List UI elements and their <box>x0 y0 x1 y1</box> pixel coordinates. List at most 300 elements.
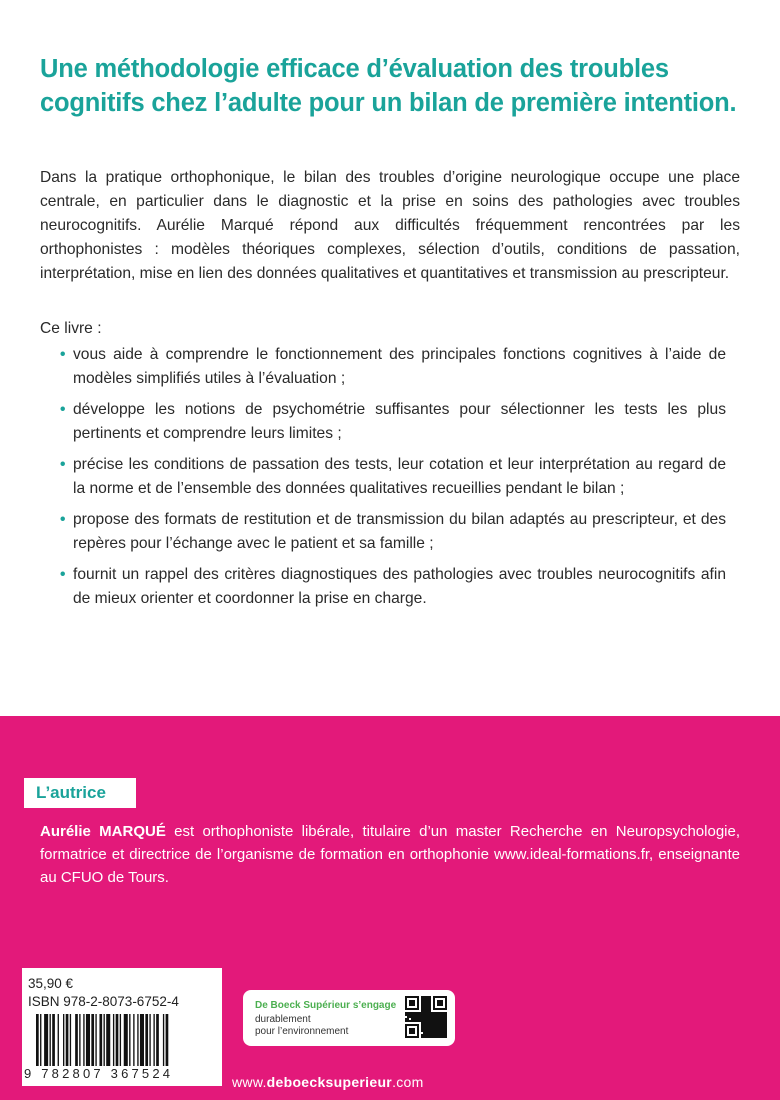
qr-module <box>411 1014 413 1016</box>
barcode-bar <box>113 1014 114 1066</box>
qr-module <box>415 1012 417 1014</box>
qr-module <box>411 1016 413 1018</box>
qr-module <box>441 1020 443 1022</box>
list-item: • propose des formats de restitution et de transmission du bilan adaptés au prescripteur, et des repères pour l’échange avec le patient et sa famille ; <box>60 508 726 556</box>
qr-module <box>439 1014 441 1016</box>
barcode-bar <box>44 1014 48 1066</box>
qr-module <box>405 1012 407 1014</box>
qr-module <box>421 1036 423 1038</box>
qr-module <box>445 1016 447 1018</box>
barcode-bar <box>120 1014 121 1066</box>
qr-module <box>441 1034 443 1036</box>
qr-module <box>411 1020 413 1022</box>
qr-module <box>445 996 447 1010</box>
qr-module <box>427 1034 429 1036</box>
qr-module <box>429 1028 431 1030</box>
qr-module <box>413 1020 415 1022</box>
qr-module <box>439 1020 441 1022</box>
qr-module <box>425 1030 427 1032</box>
barcode-bar <box>52 1014 55 1066</box>
qr-module <box>445 1032 447 1034</box>
qr-module <box>423 1010 425 1012</box>
qr-module <box>429 1014 431 1016</box>
qr-module <box>421 998 423 1000</box>
qr-module <box>405 1024 419 1026</box>
qr-module <box>421 1018 423 1020</box>
qr-module <box>425 1028 427 1030</box>
qr-module <box>423 1014 425 1016</box>
qr-module <box>413 1012 415 1014</box>
isbn: ISBN 978-2-8073-6752-4 <box>28 994 179 1009</box>
qr-module <box>433 1018 435 1020</box>
qr-module <box>407 1014 409 1016</box>
qr-module <box>431 1034 433 1036</box>
qr-module <box>407 1012 409 1014</box>
qr-module <box>435 1024 437 1026</box>
qr-module <box>427 1008 429 1010</box>
qr-module <box>431 1024 433 1026</box>
qr-module <box>417 1012 419 1014</box>
barcode-bar <box>156 1014 159 1066</box>
list-lead: Ce livre : <box>40 320 102 337</box>
qr-module <box>439 1016 441 1018</box>
barcode-bar <box>140 1014 144 1066</box>
engage-line2: pour l’environnement <box>255 1026 349 1037</box>
qr-module <box>425 1016 427 1018</box>
qr-module <box>441 1026 443 1028</box>
barcode-bar <box>116 1014 119 1066</box>
qr-module <box>425 1024 427 1026</box>
barcode-icon <box>36 1014 212 1066</box>
qr-module <box>413 1014 415 1016</box>
qr-module <box>423 1012 425 1014</box>
qr-module <box>431 1026 433 1028</box>
qr-module <box>423 1008 425 1010</box>
author-name: Aurélie MARQUÉ <box>40 823 166 840</box>
qr-module <box>445 1024 447 1026</box>
qr-module <box>435 1014 437 1016</box>
qr-module <box>425 1010 427 1012</box>
barcode-bar <box>153 1014 154 1066</box>
barcode-bar <box>83 1014 84 1066</box>
qr-module <box>435 1020 437 1022</box>
qr-module <box>441 1024 443 1026</box>
qr-module <box>431 1014 433 1016</box>
qr-module <box>405 1020 407 1022</box>
qr-module <box>429 1010 431 1012</box>
qr-module <box>417 1020 419 1022</box>
author-bio-text: est orthophoniste libérale, titulaire d’un master Recherche en Neuropsychologie, formatrice et directrice de l’organisme de formation en orthophonie www.ideal-formations.fr, enseignante au CFUO de Tours. <box>40 823 741 886</box>
qr-module <box>425 1036 427 1038</box>
qr-module <box>445 1030 447 1032</box>
qr-module <box>441 1032 443 1034</box>
qr-module <box>405 996 407 1010</box>
qr-module <box>441 1030 443 1032</box>
feature-list <box>60 343 726 618</box>
author-heading: L’autrice <box>24 778 136 808</box>
qr-module <box>417 1018 419 1020</box>
qr-module <box>425 1012 427 1014</box>
qr-module <box>441 1022 443 1024</box>
qr-module <box>409 1000 415 1006</box>
qr-module <box>433 1030 435 1032</box>
list-item: • précise les conditions de passation des tests, leur cotation et leur interprétation au regard de la norme et de l’ensemble des données qualitatives recueillies pendant le bilan ; <box>60 453 726 501</box>
qr-module <box>413 1016 415 1018</box>
qr-module <box>441 1036 443 1038</box>
qr-module <box>439 1018 441 1020</box>
qr-module <box>443 1016 445 1018</box>
qr-module <box>429 1032 431 1034</box>
qr-module <box>421 1000 423 1002</box>
qr-module <box>421 1006 423 1008</box>
qr-module <box>435 1016 437 1018</box>
qr-module <box>425 1006 427 1008</box>
qr-module <box>421 1026 423 1028</box>
qr-module <box>419 1012 421 1014</box>
qr-module <box>443 1014 445 1016</box>
qr-module <box>443 1022 445 1024</box>
barcode-bar <box>166 1014 169 1066</box>
qr-module <box>423 1022 425 1024</box>
qr-module <box>439 1026 441 1028</box>
qr-module <box>439 1028 441 1030</box>
qr-module <box>427 1000 429 1002</box>
qr-module <box>409 1016 411 1018</box>
author-bio <box>40 820 740 889</box>
qr-module <box>437 1034 439 1036</box>
qr-module <box>427 998 429 1000</box>
qr-module <box>425 1004 427 1006</box>
website-url[interactable]: www.deboecksuperieur.com <box>232 1074 424 1090</box>
qr-module <box>421 1020 423 1022</box>
qr-module <box>411 1012 413 1014</box>
qr-module <box>445 1018 447 1020</box>
bullet-icon: • <box>60 401 66 418</box>
qr-module <box>427 1024 429 1026</box>
qr-module <box>429 1020 431 1022</box>
qr-module <box>433 1008 447 1010</box>
environment-badge <box>243 990 455 1046</box>
qr-module <box>409 1028 415 1034</box>
qr-module <box>437 1028 439 1030</box>
qr-module <box>433 1012 435 1014</box>
qr-module <box>435 1018 437 1020</box>
qr-module <box>437 1026 439 1028</box>
bullet-icon: • <box>60 566 66 583</box>
qr-module <box>439 1032 441 1034</box>
barcode-bar <box>99 1014 102 1066</box>
barcode-bar <box>58 1014 59 1066</box>
qr-module <box>421 1022 423 1024</box>
qr-module <box>429 1030 431 1032</box>
barcode-box <box>22 968 222 1086</box>
qr-module <box>421 1034 423 1036</box>
qr-module <box>441 1012 443 1014</box>
qr-module <box>437 1012 439 1014</box>
qr-module <box>427 1010 429 1012</box>
qr-module <box>423 1026 425 1028</box>
qr-module <box>409 1012 411 1014</box>
barcode-bar <box>36 1014 39 1066</box>
qr-module <box>429 1002 431 1004</box>
qr-module <box>429 1026 431 1028</box>
bullet-icon: • <box>60 346 66 363</box>
bullet-icon: • <box>60 456 66 473</box>
qr-module <box>445 1026 447 1028</box>
qr-module <box>427 996 429 998</box>
qr-module <box>433 1014 435 1016</box>
qr-module <box>405 1036 419 1038</box>
qr-module <box>433 996 447 998</box>
qr-module <box>423 1006 425 1008</box>
qr-module <box>435 1032 437 1034</box>
qr-module <box>433 1020 435 1022</box>
qr-module <box>419 1014 421 1016</box>
engage-line1: durablement <box>255 1014 311 1025</box>
qr-module <box>427 1012 429 1014</box>
qr-module <box>431 1032 433 1034</box>
qr-module <box>435 1036 437 1038</box>
qr-module <box>423 1016 425 1018</box>
qr-module <box>441 1028 443 1030</box>
qr-module <box>433 1028 435 1030</box>
qr-module <box>429 1036 431 1038</box>
qr-module <box>423 1028 425 1030</box>
qr-module <box>427 1020 429 1022</box>
qr-module <box>431 1016 433 1018</box>
barcode-bar <box>124 1014 128 1066</box>
qr-module <box>423 1020 425 1022</box>
qr-module <box>429 1024 431 1026</box>
qr-module <box>421 1002 423 1004</box>
qr-module <box>425 1032 427 1034</box>
qr-module <box>439 1012 441 1014</box>
qr-module <box>427 1032 429 1034</box>
qr-module <box>431 1030 433 1032</box>
qr-module <box>429 1022 431 1024</box>
qr-module <box>429 1018 431 1020</box>
qr-module <box>405 1018 407 1020</box>
qr-module <box>445 1034 447 1036</box>
barcode-bar <box>104 1014 105 1066</box>
qr-module <box>425 1020 427 1022</box>
qr-module <box>427 1002 429 1004</box>
qr-module <box>429 1012 431 1014</box>
barcode-bar <box>40 1014 41 1066</box>
qr-module <box>435 1030 437 1032</box>
headline: Une méthodologie efficace d’évaluation des troubles cognitifs chez l’adulte pour un bilan de première intention. <box>40 55 737 117</box>
qr-module <box>423 996 425 998</box>
qr-module <box>423 1030 425 1032</box>
qr-module <box>427 1016 429 1018</box>
qr-module <box>423 1018 425 1020</box>
barcode-bar <box>66 1014 69 1066</box>
barcode-bar <box>163 1014 164 1066</box>
barcode-bar <box>145 1014 148 1066</box>
qr-module <box>425 1018 427 1020</box>
qr-module <box>421 1008 423 1010</box>
qr-module <box>425 998 427 1000</box>
qr-module <box>429 1034 431 1036</box>
qr-module <box>405 1008 419 1010</box>
engage-title: De Boeck Supérieur s’engage <box>255 1000 397 1011</box>
qr-module <box>405 1014 407 1016</box>
qr-module <box>425 1026 427 1028</box>
qr-module <box>439 1022 441 1024</box>
qr-module <box>433 1032 435 1034</box>
qr-module <box>433 1036 435 1038</box>
qr-module <box>427 1014 429 1016</box>
qr-module <box>431 1012 433 1014</box>
qr-module <box>409 1020 411 1022</box>
qr-module <box>415 1018 417 1020</box>
list-item: • développe les notions de psychométrie suffisantes pour sélectionner les tests les plus pertinents et comprendre leurs limites ; <box>60 398 726 446</box>
qr-module <box>429 1000 431 1002</box>
qr-module <box>439 1036 441 1038</box>
qr-module <box>439 1024 441 1026</box>
barcode-bar <box>149 1014 150 1066</box>
qr-module <box>445 1022 447 1024</box>
barcode-bar <box>50 1014 51 1066</box>
qr-module <box>427 1036 429 1038</box>
qr-module <box>437 1018 439 1020</box>
qr-module <box>443 1032 445 1034</box>
qr-module <box>421 996 423 998</box>
qr-module <box>415 1016 417 1018</box>
qr-module <box>437 1036 439 1038</box>
barcode-bar <box>75 1014 78 1066</box>
qr-module <box>435 1028 437 1030</box>
qr-module <box>407 1020 409 1022</box>
barcode-bar <box>133 1014 134 1066</box>
qr-module <box>443 1030 445 1032</box>
qr-module <box>425 1000 427 1002</box>
qr-module <box>431 1022 433 1024</box>
qr-module <box>437 1032 439 1034</box>
qr-module <box>407 1018 409 1020</box>
qr-module <box>421 1010 423 1012</box>
qr-module <box>415 1020 417 1022</box>
list-item: • vous aide à comprendre le fonctionnement des principales fonctions cognitives à l’aide de modèles simplifiés utiles à l’évaluation ; <box>60 343 726 391</box>
qr-module <box>445 1020 447 1022</box>
qr-module <box>423 1036 425 1038</box>
qr-module <box>441 1016 443 1018</box>
qr-module <box>443 1018 445 1020</box>
barcode-digits: 9 782807 367524 <box>24 1066 174 1081</box>
qr-module <box>423 998 425 1000</box>
qr-module <box>431 1018 433 1020</box>
qr-module <box>421 1016 423 1018</box>
qr-module <box>429 1008 431 1010</box>
qr-module <box>421 1030 423 1032</box>
barcode-bar <box>95 1014 96 1066</box>
qr-module <box>423 1002 425 1004</box>
qr-module <box>427 1028 429 1030</box>
qr-module <box>443 1034 445 1036</box>
qr-module <box>413 1018 415 1020</box>
qr-module <box>427 1006 429 1008</box>
qr-module <box>419 1016 421 1018</box>
qr-module <box>437 1024 439 1026</box>
qr-module <box>443 1028 445 1030</box>
qr-module <box>429 1006 431 1008</box>
qr-module <box>443 1024 445 1026</box>
qr-module <box>417 996 419 1010</box>
qr-module <box>409 1014 411 1016</box>
qr-module <box>429 998 431 1000</box>
qr-module <box>415 1014 417 1016</box>
qr-module <box>421 1014 423 1016</box>
qr-module <box>425 996 427 998</box>
list-item: • fournit un rappel des critères diagnostiques des pathologies avec troubles neurocognitifs afin de mieux orienter et coordonner la prise en charge. <box>60 563 726 611</box>
qr-module <box>437 1014 439 1016</box>
qr-module <box>435 1022 437 1024</box>
qr-module <box>423 1004 425 1006</box>
qr-module <box>437 1016 439 1018</box>
qr-module <box>421 1024 423 1026</box>
qr-module <box>419 1018 421 1020</box>
qr-module <box>417 1016 419 1018</box>
qr-module <box>433 1022 435 1024</box>
qr-module <box>431 1028 433 1030</box>
barcode-bar <box>63 1014 64 1066</box>
qr-module <box>437 1000 443 1006</box>
qr-module <box>443 1012 445 1014</box>
qr-module <box>441 1018 443 1020</box>
qr-module <box>423 1034 425 1036</box>
qr-module <box>435 1012 437 1014</box>
qr-module <box>427 1018 429 1020</box>
qr-module <box>433 1034 435 1036</box>
qr-module <box>441 1014 443 1016</box>
qr-module <box>425 1034 427 1036</box>
barcode-bar <box>70 1014 71 1066</box>
qr-module <box>443 1036 445 1038</box>
qr-module <box>427 1030 429 1032</box>
qr-module <box>431 1036 433 1038</box>
qr-module <box>411 1018 413 1020</box>
qr-module <box>417 1014 419 1016</box>
qr-module <box>427 1004 429 1006</box>
qr-module <box>427 1022 429 1024</box>
qr-module <box>425 1002 427 1004</box>
qr-module <box>431 1020 433 1022</box>
qr-module <box>423 1032 425 1034</box>
qr-module <box>445 1028 447 1030</box>
qr-module <box>437 1030 439 1032</box>
qr-module <box>421 1028 423 1030</box>
qr-module <box>433 996 435 1010</box>
qr-module <box>439 1034 441 1036</box>
intro-paragraph: Dans la pratique orthophonique, le bilan des troubles d’origine neurologique occupe une place centrale, en particulier dans le diagnostic et la prise en soins des pathologies avec troubles neurocognitifs. Aurélie Marqué répond aux difficultés fréquemment rencontrées par les orthophonistes : modèles théoriques complexes, sélection d’outils, conditions de passation, interprétation, mise en lien des données qualitatives et quantitatives et transmission au prescripteur. <box>40 169 740 282</box>
qr-module <box>419 1020 421 1022</box>
qr-module <box>443 1020 445 1022</box>
qr-module <box>439 1030 441 1032</box>
barcode-bar <box>106 1014 110 1066</box>
barcode-bar <box>137 1014 138 1066</box>
qr-module <box>445 1012 447 1014</box>
qr-code-icon <box>405 996 447 1038</box>
qr-module <box>423 1000 425 1002</box>
qr-module <box>435 1026 437 1028</box>
qr-module <box>427 1026 429 1028</box>
qr-module <box>445 1014 447 1016</box>
qr-module <box>425 1014 427 1016</box>
qr-module <box>423 1024 425 1026</box>
qr-module <box>429 1004 431 1006</box>
qr-module <box>433 1024 435 1026</box>
bullet-icon: • <box>60 511 66 528</box>
